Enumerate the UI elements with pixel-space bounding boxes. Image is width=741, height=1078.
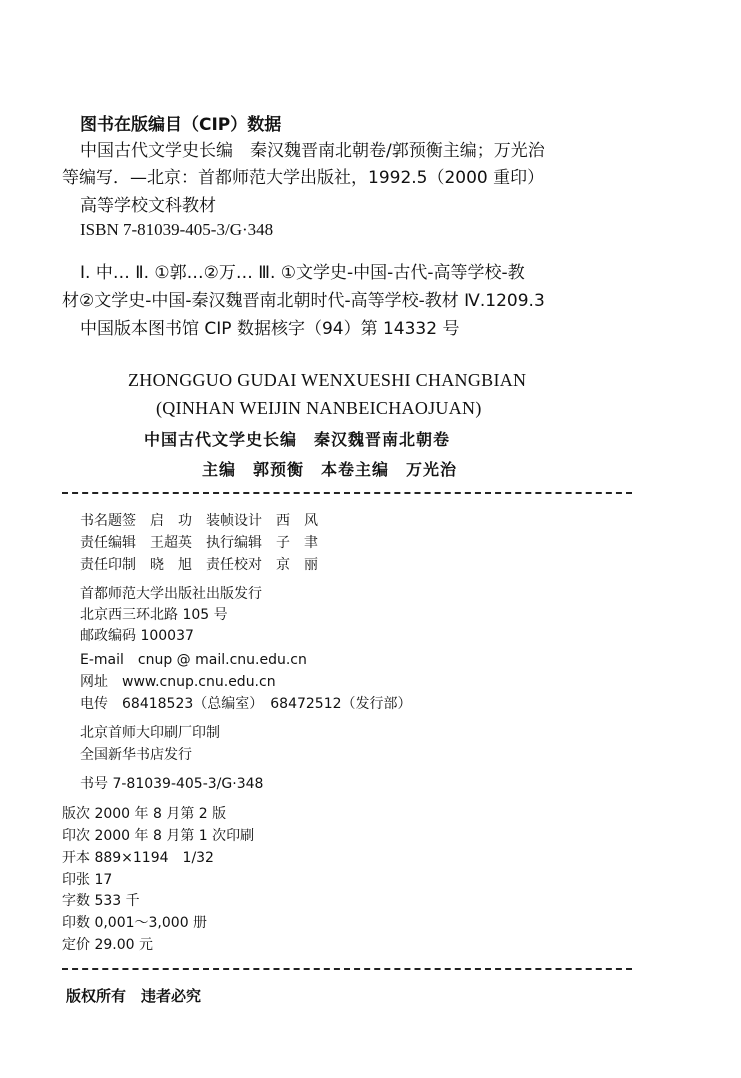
printer: 北京首师大印刷厂印制 (80, 725, 220, 741)
word-count: 字数 533 千 (62, 893, 140, 909)
divider-top (62, 492, 632, 494)
cip-line-1: 中国古代文学史长编 秦汉魏晋南北朝卷/郭预衡主编；万光治 (80, 141, 545, 161)
cip-line-6: 材②文学史-中国-秦汉魏晋南北朝时代-高等学校-教材 Ⅳ.1209.3 (62, 291, 545, 311)
email: E-mail cnup @ mail.cnu.edu.cn (80, 652, 307, 668)
credits-line-3: 责任印制 晓 旭 责任校对 京 丽 (80, 557, 318, 573)
cip-heading: 图书在版编目（CIP）数据 (80, 115, 282, 135)
book-number: 书号 7-81039-405-3/G·348 (80, 776, 264, 792)
publisher-address: 北京西三环北路 105 号 (80, 607, 228, 623)
print-run: 印数 0,001～3,000 册 (62, 915, 208, 931)
edition: 版次 2000 年 8 月第 2 版 (62, 806, 227, 822)
cip-line-3: 高等学校文科教材 (80, 196, 216, 216)
distributor: 全国新华书店发行 (80, 747, 192, 763)
english-title: ZHONGGUO GUDAI WENXUESHI CHANGBIAN (128, 370, 527, 390)
publisher-line: 首都师范大学出版社出版发行 (80, 586, 262, 602)
copyright-notice: 版权所有 违者必究 (66, 987, 202, 1005)
format: 开本 889×1194 1/32 (62, 850, 214, 866)
credits-line-1: 书名题签 启 功 装帧设计 西 风 (80, 513, 318, 529)
credits-line-2: 责任编辑 王超英 执行编辑 子 聿 (80, 535, 318, 551)
website: 网址 www.cnup.cnu.edu.cn (80, 674, 276, 690)
cip-isbn: ISBN 7-81039-405-3/G·348 (80, 220, 274, 239)
cip-line-7: 中国版本图书馆 CIP 数据核字（94）第 14332 号 (80, 319, 460, 339)
cip-line-2: 等编写．—北京：首都师范大学出版社，1992.5（2000 重印） (62, 168, 545, 188)
postal-code: 邮政编码 100037 (80, 628, 194, 644)
printing: 印次 2000 年 8 月第 1 次印刷 (62, 828, 255, 844)
sheets: 印张 17 (62, 872, 113, 888)
cip-line-5: Ⅰ. 中… Ⅱ. ①郭…②万… Ⅲ. ①文学史-中国-古代-高等学校-教 (80, 263, 525, 283)
divider-bottom (62, 968, 632, 970)
chinese-title: 中国古代文学史长编 秦汉魏晋南北朝卷 (144, 430, 451, 449)
phone: 电传 68418523（总编室） 68472512（发行部） (80, 696, 412, 712)
price: 定价 29.00 元 (62, 937, 153, 953)
english-subtitle: (QINHAN WEIJIN NANBEICHAOJUAN) (156, 398, 482, 418)
editors: 主编 郭预衡 本卷主编 万光治 (202, 460, 458, 479)
